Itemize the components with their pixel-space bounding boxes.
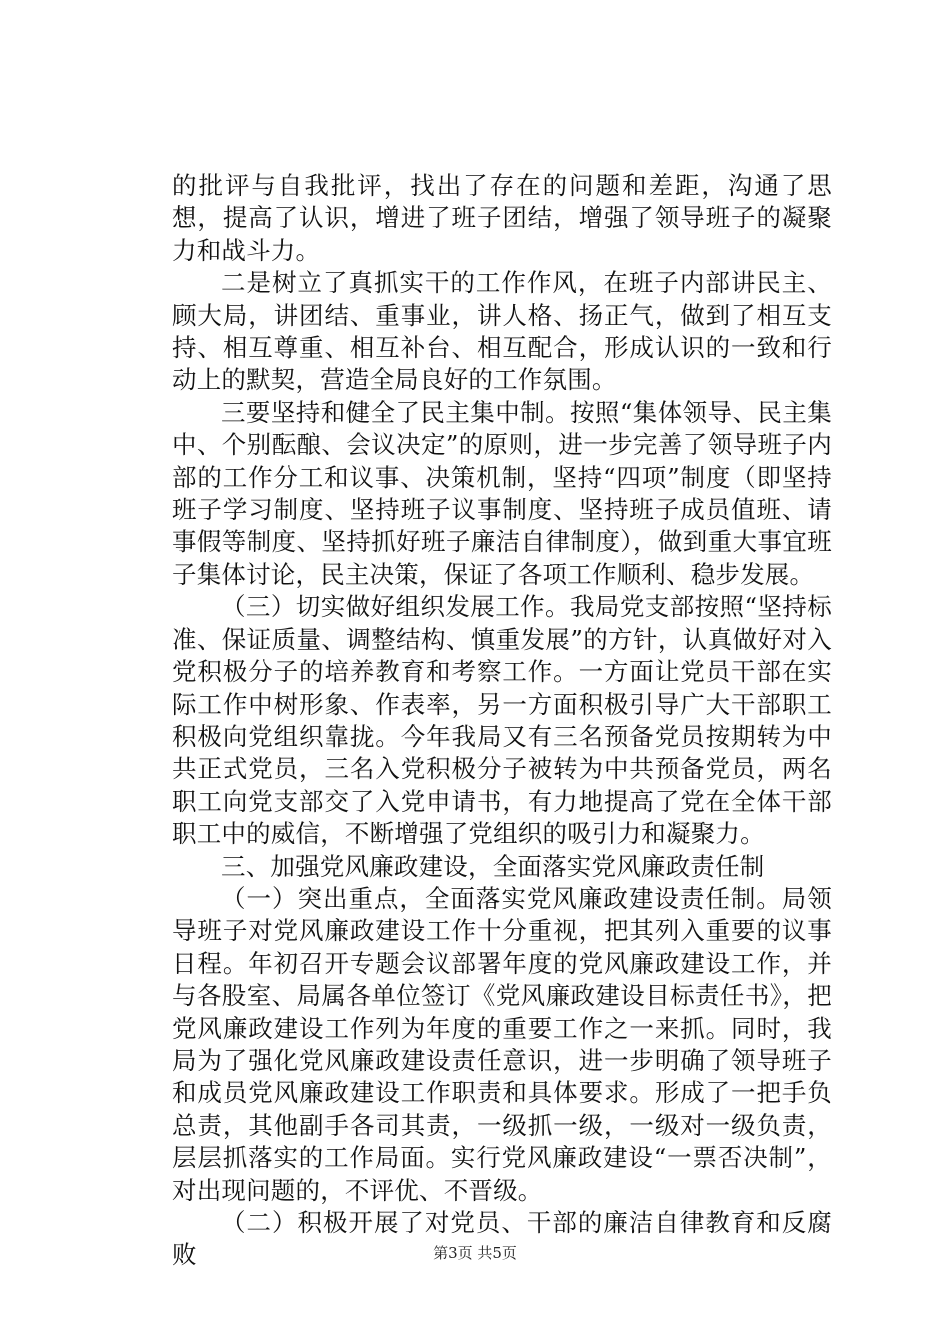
paragraph-1: 的批评与自我批评，找出了存在的问题和差距，沟通了思想，提高了认识，增进了班子团结，增强了领导班子的凝聚力和战斗力。 (172, 171, 832, 265)
paragraph-2: 二是树立了真抓实干的工作作风，在班子内部讲民主、顾大局，讲团结、重事业，讲人格、扬正气，做到了相互支持、相互尊重、相互补台、相互配合，形成认识的一致和行动上的默契，营造全局良好的工作氛围。 (172, 268, 832, 395)
paragraph-4: （三）切实做好组织发展工作。我局党支部按照“坚持标准、保证质量、调整结构、慎重发展”的方针，认真做好对入党积极分子的培养教育和考察工作。一方面让党员干部在实际工作中树形象、作表率，另一方面积极引导广大干部职工积极向党组织靠拢。今年我局又有三名预备党员按期转为中共正式党员，三名入党积极分子被转为中共预备党员，两名职工向党支部交了入党申请书，有力地提高了党在全体干部职工中的威信，不断增强了党组织的吸引力和凝聚力。 (172, 592, 832, 849)
paragraph-3: 三要坚持和健全了民主集中制。按照“集体领导、民主集中、个别酝酿、会议决定”的原则，进一步完善了领导班子内部的工作分工和议事、决策机制，坚持“四项”制度（即坚持班子学习制度、坚持班子议事制度、坚持班子成员值班、请事假等制度、坚持抓好班子廉洁自律制度），做到重大事宜班子集体讨论，民主决策，保证了各项工作顺利、稳步发展。 (172, 397, 832, 589)
paragraph-5: （一）突出重点，全面落实党风廉政建设责任制。局领导班子对党风廉政建设工作十分重视，把其列入重要的议事日程。年初召开专题会议部署年度的党风廉政建设工作，并与各股室、局属各单位签订《党风廉政建设目标责任书》，把党风廉政建设工作列为年度的重要工作之一来抓。同时，我局为了强化党风廉政建设责任意识，进一步明确了领导班子和成员党风廉政建设工作职责和具体要求。形成了一把手负总责，其他副手各司其责，一级抓一级，一级对一级负责，层层抓落实的工作局面。实行党风廉政建设“一票否决制”，对出现问题的，不评优、不晋级。 (172, 883, 832, 1205)
paragraph-6: （二）积极开展了对党员、干部的廉洁自律教育和反腐败 (172, 1208, 832, 1270)
section-heading: 三、加强党风廉政建设，全面落实党风廉政责任制 (221, 851, 765, 881)
page-footer: 第3页 共5页 (433, 1244, 517, 1262)
document-body (172, 170, 832, 1272)
